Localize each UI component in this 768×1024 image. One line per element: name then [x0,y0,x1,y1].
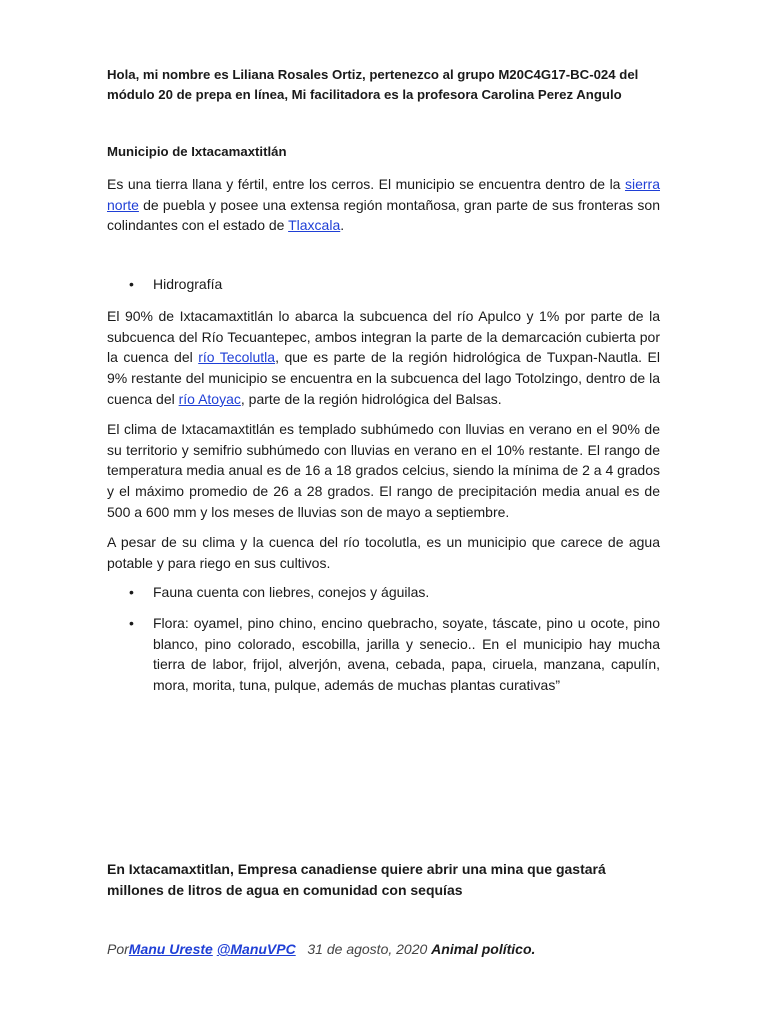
bullet-marker: • [129,615,134,631]
list-item [107,613,660,696]
intro-paragraph: Hola, mi nombre es Liliana Rosales Ortiz, pertenezco al grupo M20C4G17-BC-024 del módulo 20 de prepa en línea, Mi facilitadora es la profesora Carolina Perez Angulo [107,67,639,102]
bullet-marker: • [129,276,134,292]
section-heading: Municipio de Ixtacamaxtitlán [107,144,287,159]
byline [107,941,660,957]
description-paragraph [107,174,660,236]
byline-date: 31 de agosto, 2020 [307,941,428,957]
text-run: de puebla y posee una extensa región montañosa, gran parte de sus fronteras son colindantes con el estado de [107,196,660,234]
link-rio-atoyac[interactable]: río Atoyac [178,390,241,407]
list-item-text: Fauna cuenta con liebres, conejos y águilas. [153,584,430,600]
text-run: . [340,217,345,234]
text-run: El 90% de Ixtacamaxtitlán lo abarca la subcuenca del río Apulco y 1% por parte de la subcuenca del Río Tecuantepec, ambos integran la parte de la demarcación cubierta por la cuenca del [107,308,660,366]
list-item [107,582,660,603]
news-title: En Ixtacamaxtitlan, Empresa canadiense quiere abrir una mina que gastará millones de litros de agua en comunidad con sequías [107,861,606,898]
bullet-list-flora [107,613,660,696]
bullet-list-fauna [107,582,660,603]
text-run: , que es parte de la región hidrológica de Tuxpan-Nautla. El 9% restante del municipio se encuentra en la subcuenca del lago Totolzingo, dentro de la cuenca del [107,349,661,407]
byline-outlet: Animal político. [431,941,536,957]
climate-paragraph: El clima de Ixtacamaxtitlán es templado subhúmedo con lluvias en verano en el 90% de su territorio y semifrio subhúmedo con lluvias en verano en el 10% restante. El rango de temperatura media anual es de 16 a 18 grados celcius, siendo la mínima de 2 a 4 grados y el máximo promedio de 26 a 28 grados. El rango de precipitación media anual es de 500 a 600 mm y los meses de lluvias son de mayo a septiembre. [107,421,660,520]
link-sierra-norte[interactable]: sierra norte [107,176,660,213]
hydrography-paragraph [107,306,660,410]
link-tlaxcala[interactable]: Tlaxcala [288,217,341,234]
author-link[interactable]: Manu Ureste [128,941,213,957]
list-item [107,274,660,295]
text-run: Es una tierra llana y fértil, entre los cerros. El municipio se encuentra dentro de la [107,176,625,192]
text-run: , parte de la región hidrológica del Balsas. [240,390,502,407]
link-rio-tecolutla[interactable]: río Tecolutla [198,349,276,366]
list-item-text: Flora: oyamel, pino chino, encino quebracho, soyate, táscate, pino u ocote, pino blanco, pino colorado, escobilla, jarilla y senecio.. En el municipio hay mucha tierra de labor, frijol, alverjón, avena, cebada, papa, ciruela, manzana, capulín, mora, morita, tuna, pulque, además de muchas plantas curativas” [153,615,660,694]
list-item-text: Hidrografía [153,276,223,292]
author-handle-link[interactable]: @ManuVPC [216,941,296,957]
bullet-list-hidrografia [107,274,660,295]
bullet-marker: • [129,584,134,600]
water-paragraph: A pesar de su clima y la cuenca del río tocolutla, es un municipio que carece de agua potable y para riego en sus cultivos. [107,534,660,571]
byline-por: Por [107,941,129,957]
